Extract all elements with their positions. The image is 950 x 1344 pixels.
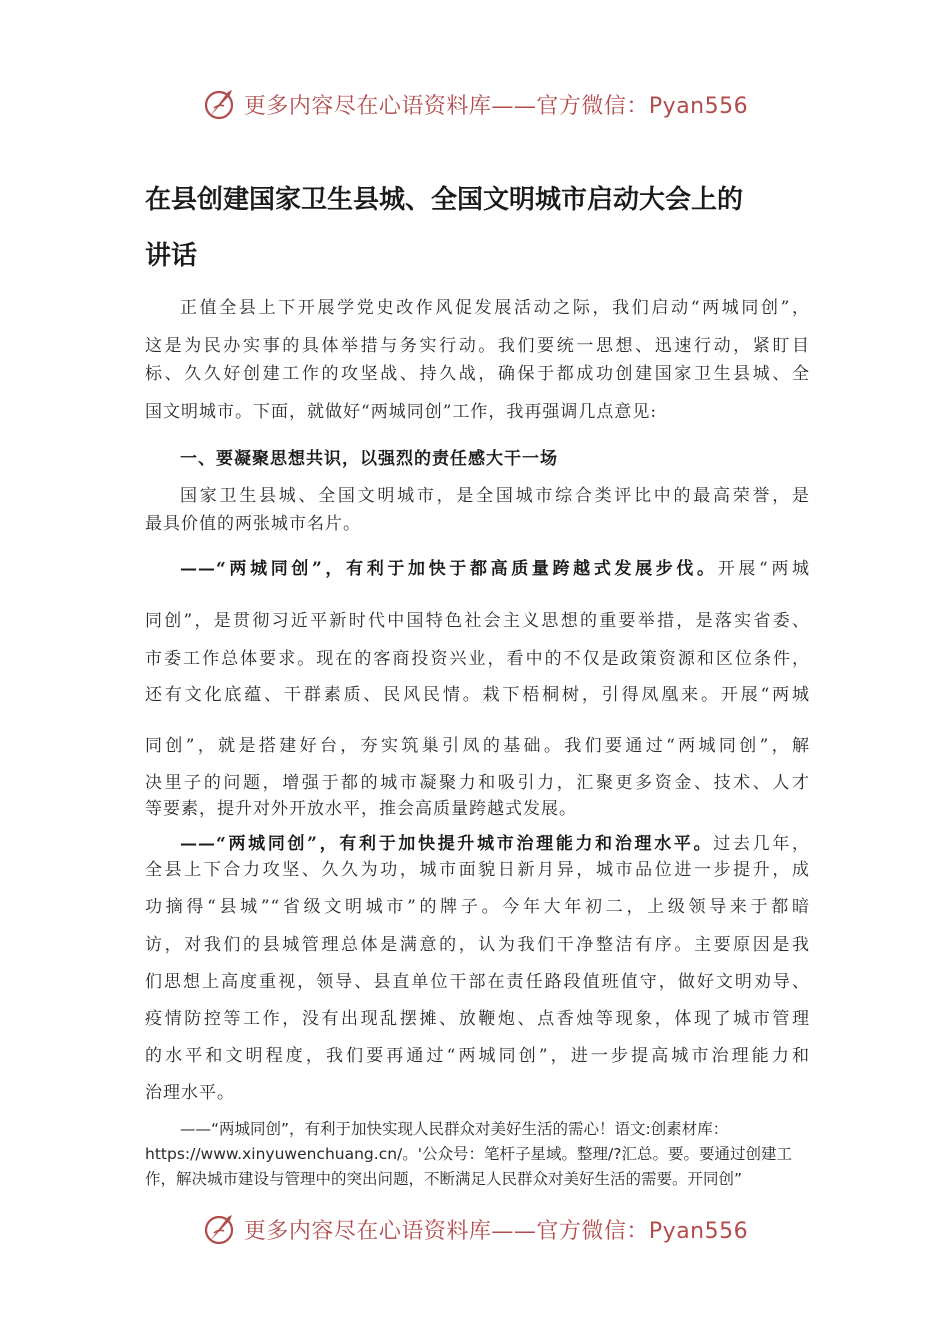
body-line: 治理水平。 — [145, 1083, 235, 1103]
body-line: 作，解决城市建设与管理中的突出问题，不断满足人民群众对美好生活的需要。开同创” — [145, 1170, 743, 1188]
footer-watermark — [0, 1207, 950, 1251]
watermark-text: 更多内容尽在心语资料库——官方微信：Pyan556 — [243, 93, 749, 119]
body-line: ——“两城同创”，有利于加快提升城市治理能力和治理水平。过去几年， — [180, 834, 810, 853]
body-line: 同创”，就是搭建好台，夯实筑巢引凤的基础。我们要通过“两城同创”，解 — [145, 736, 810, 755]
body-line: 最具价值的两张城市名片。 — [145, 514, 361, 534]
header-watermark — [0, 82, 950, 126]
body-line: 疫情防控等工作，没有出现乱摆摊、放鞭炮、点香烛等现象，体现了城市管理 — [145, 1009, 810, 1028]
section-heading: 一、要凝聚思想共识，以强烈的责任感大干一场 — [180, 449, 558, 469]
body-line: 决里子的问题，增强于都的城市凝聚力和吸引力，汇聚更多资金、技术、人才 — [145, 773, 810, 792]
body-line: 等要素，提升对外开放水平，推会高质量跨越式发展。 — [145, 799, 577, 819]
emphasis-text: ——“两城同创”，有利于加快提升城市治理能力和治理水平。 — [180, 834, 714, 853]
quill-logo-icon — [202, 1211, 238, 1247]
title-line-2: 讲话 — [145, 241, 198, 271]
title-line-1: 在县创建国家卫生县城、全国文明城市启动大会上的 — [145, 185, 744, 215]
body-line: 功摘得“县城”“省级文明城市”的牌子。今年大年初二，上级领导来于都暗 — [145, 897, 810, 916]
body-line: ——“两城同创”，有利于加快于都高质量跨越式发展步伐。开展“两城 — [180, 559, 810, 578]
document-title — [145, 172, 810, 284]
body-line: 标、久久好创建工作的攻坚战、持久战，确保于都成功创建国家卫生县城、全 — [145, 364, 810, 383]
body-line: 访，对我们的县城管理总体是满意的，认为我们干净整洁有序。主要原因是我 — [145, 935, 810, 954]
body-line: 同创”，是贯彻习近平新时代中国特色社会主义思想的重要举措，是落实省委、 — [145, 611, 810, 630]
body-line: 全县上下合力攻坚、久久为功，城市面貌日新月异，城市品位进一步提升，成 — [145, 860, 810, 879]
body-line: 们思想上高度重视，领导、县直单位干部在责任路段值班值守，做好文明劝导、 — [145, 972, 810, 991]
watermark-text: 更多内容尽在心语资料库——官方微信：Pyan556 — [243, 1218, 749, 1244]
body-line: ——“两城同创”，有利于加快实现人民群众对美好生活的需心！语文:创素材库： — [180, 1120, 729, 1138]
body-line: 市委工作总体要求。现在的客商投资兴业，看中的不仅是政策资源和区位条件， — [145, 649, 810, 668]
body-line: 国家卫生县城、全国文明城市，是全国城市综合类评比中的最高荣誉，是 — [180, 486, 810, 505]
body-line: 这是为民办实事的具体举措与务实行动。我们要统一思想、迅速行动，紧盯目 — [145, 336, 810, 355]
body-line: 正值全县上下开展学党史改作风促发展活动之际，我们启动“两城同创”， — [180, 298, 810, 317]
emphasis-text: ——“两城同创”，有利于加快于都高质量跨越式发展步伐。 — [180, 559, 718, 578]
body-line: 还有文化底蕴、干群素质、民风民情。栽下梧桐树，引得凤凰来。开展“两城 — [145, 685, 810, 704]
body-line: 国文明城市。下面，就做好“两城同创”工作，我再强调几点意见: — [145, 402, 658, 422]
quill-logo-icon — [202, 86, 238, 122]
body-line: https://www.xinyuwenchuang.cn/。'公众号：笔杆子星域。整理/?汇总。要。要通过创建工 — [145, 1145, 792, 1163]
body-line: 的水平和文明程度，我们要再通过“两城同创”，进一步提高城市治理能力和 — [145, 1046, 810, 1065]
